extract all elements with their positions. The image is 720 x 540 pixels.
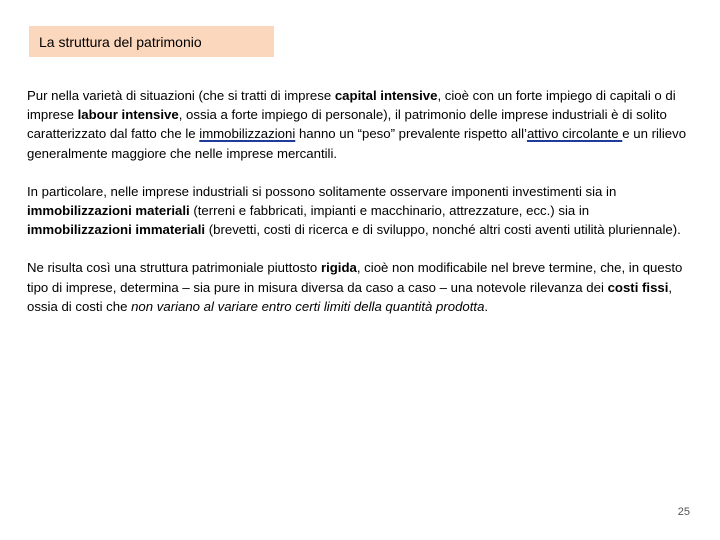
slide-body <box>27 86 693 335</box>
link-attivo-circolante[interactable]: attivo circolante <box>526 126 623 142</box>
bold-term-immobilizzazioni-immateriali: immobilizzazioni immateriali <box>27 222 206 238</box>
paragraph-2 <box>27 182 693 240</box>
text-segment: Ne risulta così una struttura patrimoniale piuttosto <box>27 260 321 276</box>
text-segment: , ossia di costi che <box>27 279 673 314</box>
link-immobilizzazioni[interactable]: immobilizzazioni <box>199 126 296 142</box>
bold-term-capital-intensive: capital intensive <box>334 88 438 103</box>
text-segment: In particolare, nelle imprese industriali si possono solitamente osservare imponenti investimenti sia in <box>27 183 617 199</box>
paragraph-3 <box>27 258 693 316</box>
text-segment: (terreni e fabbricati, impianti e macchinario, attrezzature, ecc.) sia in <box>189 203 590 219</box>
bold-term-rigida: rigida <box>320 260 357 276</box>
text-segment: . <box>484 298 489 314</box>
bold-term-labour-intensive: labour intensive <box>77 107 179 123</box>
slide-title: La struttura del patrimonio <box>39 33 202 50</box>
text-segment: Pur nella varietà di situazioni (che si tratti di imprese <box>27 88 335 103</box>
text-segment: , cioè non modificabile nel breve termine, che, in questo tipo di imprese, determina – sia pure in misura diversa da caso a caso – una notevole rilevanza dei <box>27 260 683 295</box>
text-segment: e un rilievo generalmente maggiore che nelle imprese mercantili. <box>27 126 687 161</box>
paragraph-1 <box>27 86 693 163</box>
slide-title-box <box>29 26 274 57</box>
text-segment: , cioè con un forte impiego di capitali o di imprese <box>27 88 676 123</box>
text-segment: , ossia a forte impiego di personale), il patrimonio delle imprese industriali è di solito caratterizzato dal fatto che le <box>27 107 667 142</box>
bold-term-immobilizzazioni-materiali: immobilizzazioni materiali <box>27 203 190 219</box>
page-number: 25 <box>677 506 690 518</box>
bold-term-costi-fissi: costi fissi <box>607 279 669 295</box>
italic-definition: non variano al variare entro certi limiti della quantità prodotta <box>131 298 485 314</box>
text-segment: (brevetti, costi di ricerca e di sviluppo, nonché altri costi aventi utilità pluriennale). <box>205 222 681 238</box>
text-segment: hanno un “peso” prevalente rispetto all’ <box>295 126 527 142</box>
